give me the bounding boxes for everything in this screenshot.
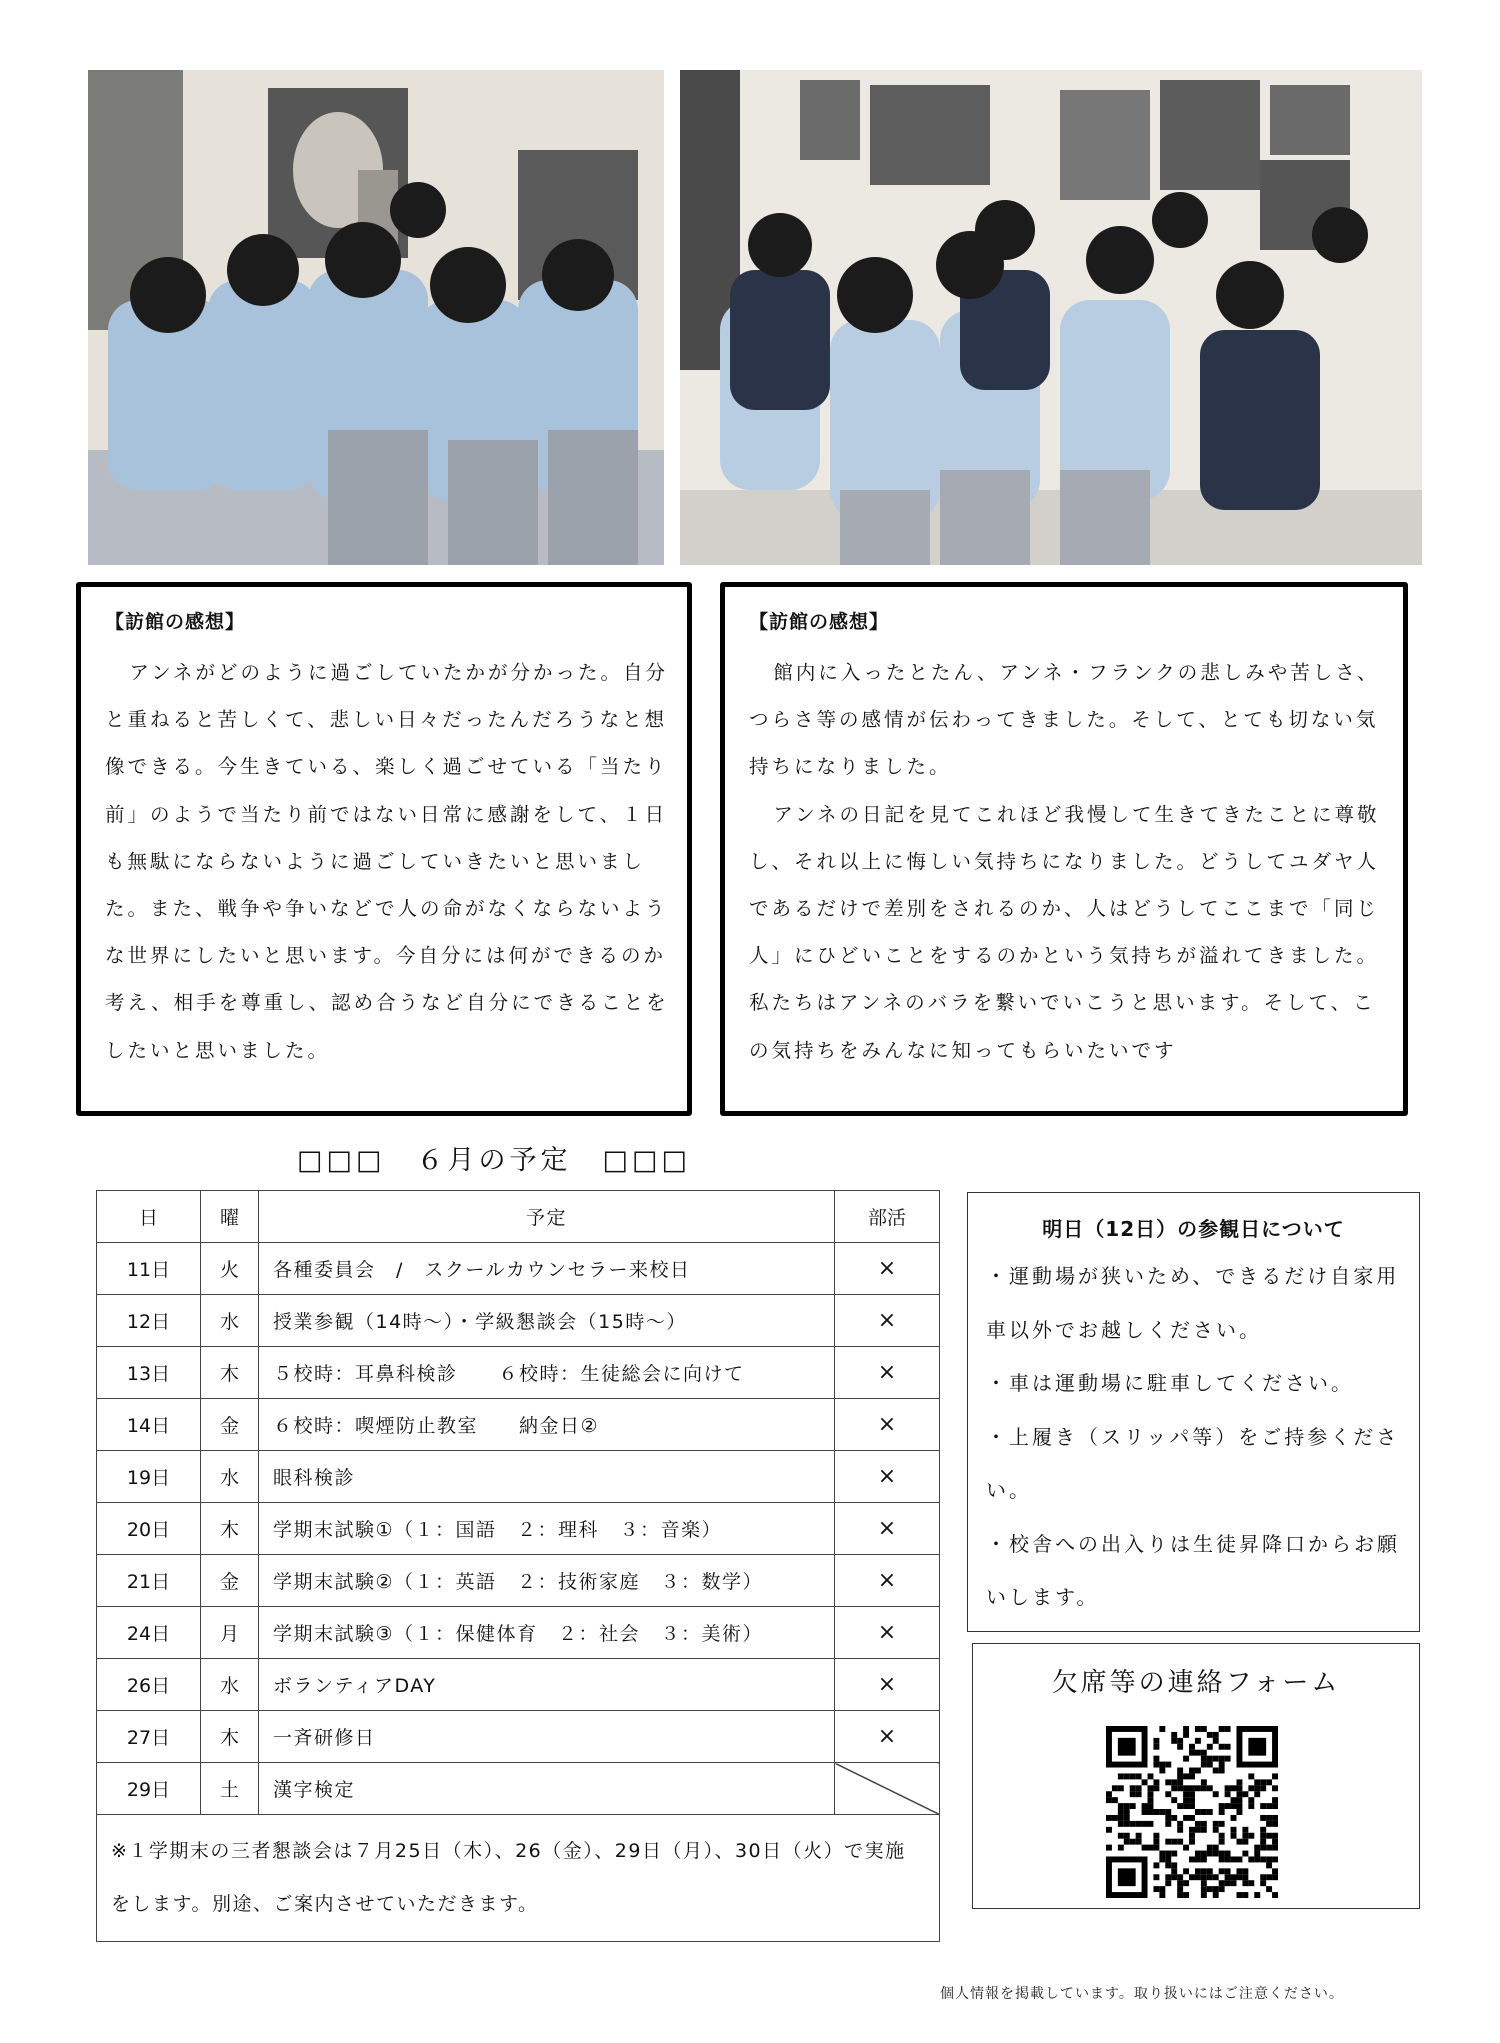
row-weekday: 水 [201,1295,259,1347]
list-item: ・校舎への出入りは生徒昇降口からお願いします。 [986,1531,1400,1609]
row-event: ６校時：喫煙防止教室 納金日② [259,1399,835,1451]
table-header-row [97,1191,940,1243]
list-item: ・車は運動場に駐車してください。 [986,1371,1354,1395]
table-row [97,1659,940,1711]
header-weekday: 曜 [201,1191,259,1243]
row-event: 各種委員会 / スクールカウンセラー来校日 [259,1243,835,1295]
impression-box-left [76,582,692,1116]
list-item: ・上履き（スリッパ等）をご持参ください。 [986,1424,1400,1502]
schedule-heading: □□□ ６月の予定 □□□ [297,1145,692,1176]
row-club: × [835,1711,940,1763]
table-row [97,1763,940,1815]
row-weekday: 水 [201,1451,259,1503]
contact-form-title: 欠席等の連絡フォーム [1051,1668,1341,1698]
row-event: 学期末試験②（１：英語 ２：技術家庭 ３：数学） [259,1555,835,1607]
row-day: 26日 [97,1659,201,1711]
table-row [97,1503,940,1555]
contact-form-box [972,1643,1420,1909]
row-club: × [835,1659,940,1711]
table-row [97,1555,940,1607]
row-event: 学期末試験③（１：保健体育 ２：社会 ３：美術） [259,1607,835,1659]
row-weekday: 月 [201,1607,259,1659]
table-row [97,1347,940,1399]
row-weekday: 木 [201,1503,259,1555]
table-row [97,1607,940,1659]
row-event: 眼科検診 [259,1451,835,1503]
header-day: 日 [97,1191,201,1243]
privacy-footer: 個人情報を掲載しています。取り扱いにはご注意ください。 [940,1986,1344,2002]
row-day: 21日 [97,1555,201,1607]
row-club: × [835,1399,940,1451]
photo-exhibit-right [680,70,1422,565]
row-club: × [835,1243,940,1295]
row-event: ５校時：耳鼻科検診 ６校時：生徒総会に向けて [259,1347,835,1399]
row-weekday: 金 [201,1399,259,1451]
table-row [97,1711,940,1763]
table-row [97,1243,940,1295]
row-event: 学期末試験①（１：国語 ２：理科 ３：音楽） [259,1503,835,1555]
impression-text [105,649,669,1074]
header-event: 予定 [259,1191,835,1243]
row-day: 13日 [97,1347,201,1399]
row-day: 27日 [97,1711,201,1763]
row-club-diagonal [835,1763,940,1815]
impression-paragraph: 館内に入ったとたん、アンネ・フランクの悲しみや苦しさ、つらさ等の感情が伝わってきました。そして、とても切ない気持ちになりました。 [749,661,1380,779]
row-day: 11日 [97,1243,201,1295]
list-item: ・運動場が狭いため、できるだけ自家用車以外でお越しください。 [986,1264,1400,1342]
row-club: × [835,1451,940,1503]
schedule-note: ※１学期末の三者懇談会は７月25日（木）、26（金）、29日（月）、30日（火）で実施をします。別途、ご案内させていただきます。 [97,1815,940,1942]
notice-title: 明日（12日）の参観日について [1042,1217,1345,1241]
row-club: × [835,1295,940,1347]
row-club: × [835,1555,940,1607]
table-row [97,1399,940,1451]
row-club: × [835,1607,940,1659]
table-row [97,1295,940,1347]
row-event: 漢字検定 [259,1763,835,1815]
table-row [97,1451,940,1503]
row-day: 19日 [97,1451,201,1503]
impression-box-right [720,582,1408,1116]
row-weekday: 木 [201,1711,259,1763]
row-weekday: 木 [201,1347,259,1399]
visit-day-notice [967,1192,1420,1632]
impression-title: 【訪館の感想】 [749,611,890,633]
row-weekday: 火 [201,1243,259,1295]
row-weekday: 土 [201,1763,259,1815]
qr-code-icon[interactable] [1106,1726,1278,1898]
schedule-table [96,1190,940,1942]
row-day: 14日 [97,1399,201,1451]
row-day: 20日 [97,1503,201,1555]
row-weekday: 金 [201,1555,259,1607]
row-club: × [835,1503,940,1555]
row-day: 29日 [97,1763,201,1815]
row-day: 12日 [97,1295,201,1347]
impression-paragraph: アンネの日記を見てこれほど我慢して生きてきたことに尊敬し、それ以上に悔しい気持ちになりました。どうしてユダヤ人であるだけで差別をされるのか、人はどうしてここまで「同じ人」にひどいことをするのかという気持ちが溢れてきました。私たちはアンネのバラを繋いでいこうと思います。そして、この気持ちをみんなに知ってもらいたいです [749,802,1380,1062]
notice-list [968,1250,1419,1625]
row-weekday: 水 [201,1659,259,1711]
row-event: 授業参観（14時～）・学級懇談会（15時～） [259,1295,835,1347]
impression-paragraph: アンネがどのように過ごしていたかが分かった。自分と重ねると苦しくて、悲しい日々だったんだろうなと想像できる。今生きている、楽しく過ごせている「当たり前」のようで当たり前ではない日常に感謝をして、１日も無駄にならないように過ごしていきたいと思いました。また、戦争や争いなどで人の命がなくならないような世界にしたいと思います。今自分には何ができるのか考え、相手を尊重し、認め合うなど自分にできることをしたいと思いました。 [105,661,669,1062]
impression-text [749,649,1385,1074]
impression-title: 【訪館の感想】 [105,611,246,633]
row-day: 24日 [97,1607,201,1659]
row-event: ボランティアDAY [259,1659,835,1711]
header-club: 部活 [835,1191,940,1243]
row-event: 一斉研修日 [259,1711,835,1763]
row-club: × [835,1347,940,1399]
photo-exhibit-left [88,70,664,565]
table-note-row [97,1815,940,1942]
